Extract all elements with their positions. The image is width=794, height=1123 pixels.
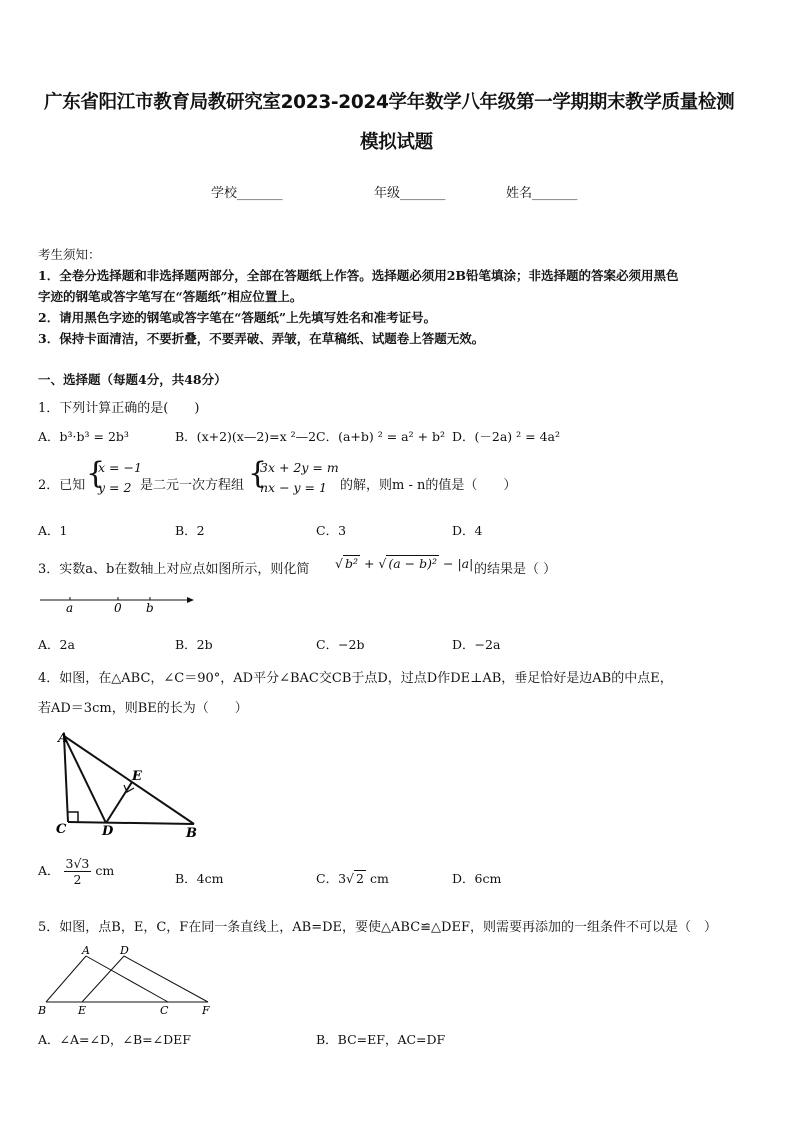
system-line: x = −1 [98, 460, 142, 475]
q1-option-a: A．b³·b³ = 2b³ [38, 429, 129, 444]
q3-option-b: B．2b [175, 637, 213, 652]
notice-item: 1．全卷分选择题和非选择题两部分，全部在答题纸上作答。选择题必须用2B铅笔填涂；非选择题的答案必须用黑色 [38, 268, 679, 283]
sqrt-icon: √ [335, 556, 343, 571]
radical-expression: √ b² + √ (a − b)² − |a| [335, 556, 474, 571]
question-2-mid: 是二元一次方程组 [140, 478, 245, 493]
label-b: b [146, 601, 154, 615]
point-label-d: D [120, 944, 129, 957]
vertex-label-e: E [132, 769, 142, 784]
number-line-figure [38, 590, 198, 616]
grade-field-label: 年级_______ [374, 186, 446, 201]
label-a: a [66, 601, 74, 615]
question-3-suffix: 的结果是（ ） [474, 562, 557, 577]
system-line: nx − y = 1 [260, 480, 327, 495]
vertex-label-d: D [102, 824, 114, 839]
parallel-triangles-figure [36, 944, 220, 1018]
radicand: 2 [356, 871, 364, 886]
q1-option-c: C．(a+b) ² = a² + b² [316, 429, 446, 444]
question-2-suffix: 的解，则m - n的值是（ ） [340, 478, 517, 493]
radicand: (a − b)² [388, 556, 438, 571]
point-label-f: F [202, 1004, 210, 1017]
denominator: 2 [73, 872, 82, 887]
q2-option-d: D．4 [452, 523, 483, 538]
section-heading: 一、选择题（每题4分，共48分） [38, 372, 227, 387]
system-line: y = 2 [98, 480, 132, 495]
vertex-label-a: A [58, 731, 69, 746]
question-3-prefix: 3．实数a、b在数轴上对应点如图所示，则化简 [38, 562, 310, 577]
q4-option-b: B．4cm [175, 871, 224, 886]
point-label-e: E [78, 1004, 87, 1017]
question-1-stem: 1．下列计算正确的是( ) [38, 401, 200, 416]
option-prefix: A． [38, 863, 60, 878]
triangle-figure [52, 728, 212, 840]
name-field-label: 姓名_______ [506, 186, 578, 201]
point-label-a: A [82, 944, 90, 957]
point-label-b: B [38, 1004, 47, 1017]
q5-option-a: A．∠A=∠D，∠B=∠DEF [38, 1032, 191, 1047]
fraction [64, 856, 92, 887]
numerator: 3√3 [65, 856, 90, 871]
label-zero: 0 [114, 601, 122, 615]
q2-option-b: B．2 [175, 523, 205, 538]
question-2-prefix: 2．已知 [38, 478, 86, 493]
option-prefix: C．3 [316, 871, 347, 886]
page-title: 广东省阳江市教育局教研究室2023-2024学年数学八年级第一学期期末教学质量检测 [44, 92, 735, 113]
sqrt-icon: √ [346, 871, 354, 886]
q5-option-b: B．BC=EF，AC=DF [316, 1032, 446, 1047]
notice-item: 字迹的钢笔或答字笔写在“答题纸”相应位置上。 [38, 289, 303, 304]
arrow-icon [187, 597, 194, 603]
notice-item: 2．请用黑色字迹的钢笔或答字笔在“答题纸”上先填写姓名和准考证号。 [38, 310, 437, 325]
vertex-label-c: C [56, 822, 67, 837]
unit: cm [95, 863, 115, 878]
notice-heading: 考生须知： [38, 247, 101, 262]
unit: cm [369, 871, 389, 886]
q3-option-a: A．2a [38, 637, 75, 652]
absolute-term: − |a| [443, 556, 474, 571]
vertex-label-b: B [186, 826, 197, 840]
q4-option-c [316, 869, 389, 887]
point-label-c: C [160, 1004, 169, 1017]
page-title-line2: 模拟试题 [360, 132, 433, 153]
q3-option-d: D．−2a [452, 637, 501, 652]
q1-option-d: D．(－2a) ² = 4a² [452, 429, 561, 444]
system-line: 3x + 2y = m [260, 460, 339, 475]
school-field-label: 学校_______ [211, 186, 283, 201]
solution-system [98, 458, 142, 498]
notice-item: 3．保持卡面清洁，不要折叠，不要弄破、弄皱，在草稿纸、试题卷上答题无效。 [38, 331, 485, 346]
equation-system [260, 458, 339, 498]
left-brace: { [248, 456, 268, 491]
left-brace: { [86, 456, 106, 491]
q1-option-b: B．(x+2)(x—2)=x ²—2 [175, 429, 317, 444]
radicand: b² [344, 556, 358, 571]
q4-option-d: D．6cm [452, 871, 502, 886]
q2-option-c: C．3 [316, 523, 347, 538]
q3-option-c: C．−2b [316, 637, 365, 652]
question-5-stem: 5．如图，点B，E，C，F在同一条直线上，AB=DE，要使△ABC≌△DEF，则需要再添加的一组条件不可以是（ ） [38, 920, 717, 935]
q2-option-a: A．1 [38, 523, 68, 538]
question-4-line2: 若AD＝3cm，则BE的长为（ ） [38, 701, 248, 716]
q4-option-a [38, 856, 114, 887]
question-4-line1: 4．如图，在△ABC，∠C＝90°，AD平分∠BAC交CB于点D，过点D作DE⊥AB，垂足恰好是边AB的中点E， [38, 671, 673, 686]
sqrt-icon: √ [378, 556, 387, 571]
